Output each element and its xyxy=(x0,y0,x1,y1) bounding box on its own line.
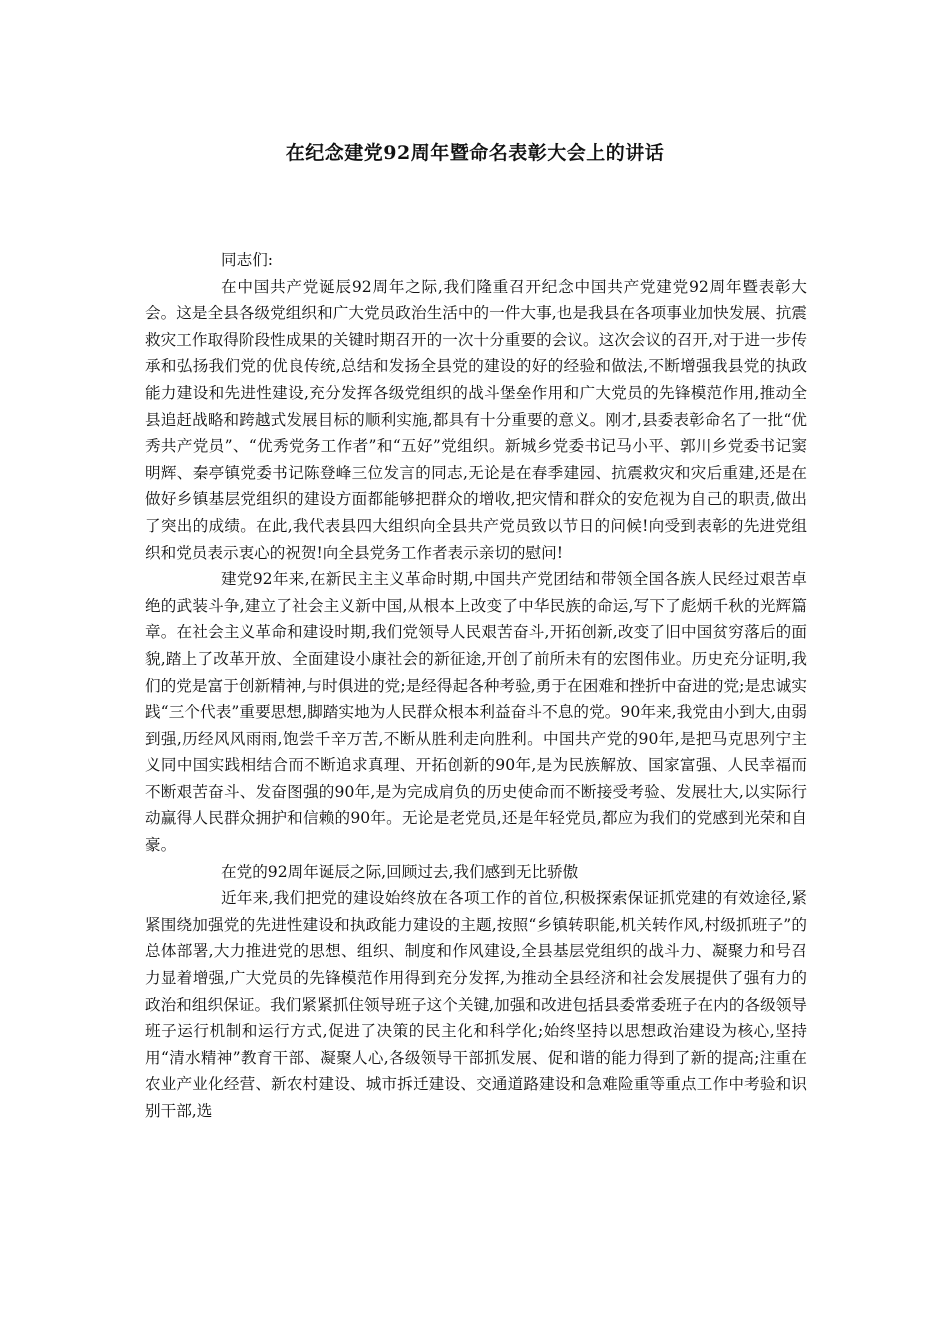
salutation: 同志们: xyxy=(221,251,274,269)
paragraph-achievements: 近年来,我们把党的建设始终放在各项工作的首位,积极探索保证抓党建的有效途径,紧紧围绕加强党的先进性建设和执政能力建设的主题,按照“乡镇转职能,机关转作风,村级抓班子”的总体部署,大力推进党的思想、组织、制度和作风建设,全县基层党组织的战斗力、凝聚力和号召力显着增强,广大党员的先锋模范作用得到充分发挥,为推动全县经济和社会发展提供了强有力的政治和组织保证。我们紧紧抓住领导班子这个关键,加强和改进包括县委常委班子在内的各级领导班子运行机制和运行方式,促进了决策的民主化和科学化;始终坚持以思想政治建设为核心,坚持用“清水精神”教育干部、凝聚人心,各级领导干部抓发展、促和谐的能力得到了新的提高;注重在农业产业化经营、新农村建设、城市拆迁建设、交通道路建设和急难险重等重点工作中考验和识别干部,选 xyxy=(145,889,807,1120)
paragraph-reflection: 在党的92周年诞辰之际,回顾过去,我们感到无比骄傲 xyxy=(221,862,579,881)
document-body xyxy=(145,247,807,1125)
document-title: 在纪念建党92周年暨命名表彰大会上的讲话 xyxy=(285,142,665,164)
paragraph-opening: 在中国共产党诞辰92周年之际,我们隆重召开纪念中国共产党建党92周年暨表彰大会。这是全县各级党组织和广大党员政治生活中的一件大事,也是我县在各项事业加快发展、抗震救灾工作取得阶段性成果的关键时期召开的一次十分重要的会议。这次会议的召开,对于进一步传承和弘扬我们党的优良传统,总结和发扬全县党的建设的好的经验和做法,不断增强我县党的执政能力建设和先进性建设,充分发挥各级党组织的战斗堡垒作用和广大党员的先锋模范作用,推动全县追赶战略和跨越式发展目标的顺利实施,都具有十分重要的意义。刚才,县委表彰命名了一批“优秀共产党员”、“优秀党务工作者”和“五好”党组织。新城乡党委书记马小平、郭川乡党委书记窦明辉、秦亭镇党委书记陈登峰三位发言的同志,无论是在春季建园、抗震救灾和灾后重建,还是在做好乡镇基层党组织的建设方面都能够把群众的增收,把灾情和群众的安危视为自己的职责,做出了突出的成绩。在此,我代表县四大组织向全县共产党员致以节日的问候!向受到表彰的先进党组织和党员表示衷心的祝贺!向全县党务工作者表示亲切的慰问! xyxy=(145,277,807,562)
paragraph-history: 建党92年来,在新民主主义革命时期,中国共产党团结和带领全国各族人民经过艰苦卓绝的武装斗争,建立了社会主义新中国,从根本上改变了中华民族的命运,写下了彪炳千秋的光辉篇章。在社会主义革命和建设时期,我们党领导人民艰苦奋斗,开拓创新,改变了旧中国贫穷落后的面貌,踏上了改革开放、全面建设小康社会的新征途,开创了前所未有的宏图伟业。历史充分证明,我们的党是富于创新精神,与时俱进的党;是经得起各种考验,勇于在困难和挫折中奋进的党;是忠诚实践“三个代表”重要思想,脚踏实地为人民群众根本利益奋斗不息的党。90年来,我党由小到大,由弱到强,历经风风雨雨,饱尝千辛万苦,不断从胜利走向胜利。中国共产党的90年,是把马克思列宁主义同中国实践相结合而不断追求真理、开拓创新的90年,是为民族解放、国家富强、人民幸福而不断艰苦奋斗、发奋图强的90年,是为完成肩负的历史使命而不断接受考验、发展壮大,以实际行动赢得人民群众拥护和信赖的90年。无论是老党员,还是年轻党员,都应为我们的党感到光荣和自豪。 xyxy=(145,570,807,855)
